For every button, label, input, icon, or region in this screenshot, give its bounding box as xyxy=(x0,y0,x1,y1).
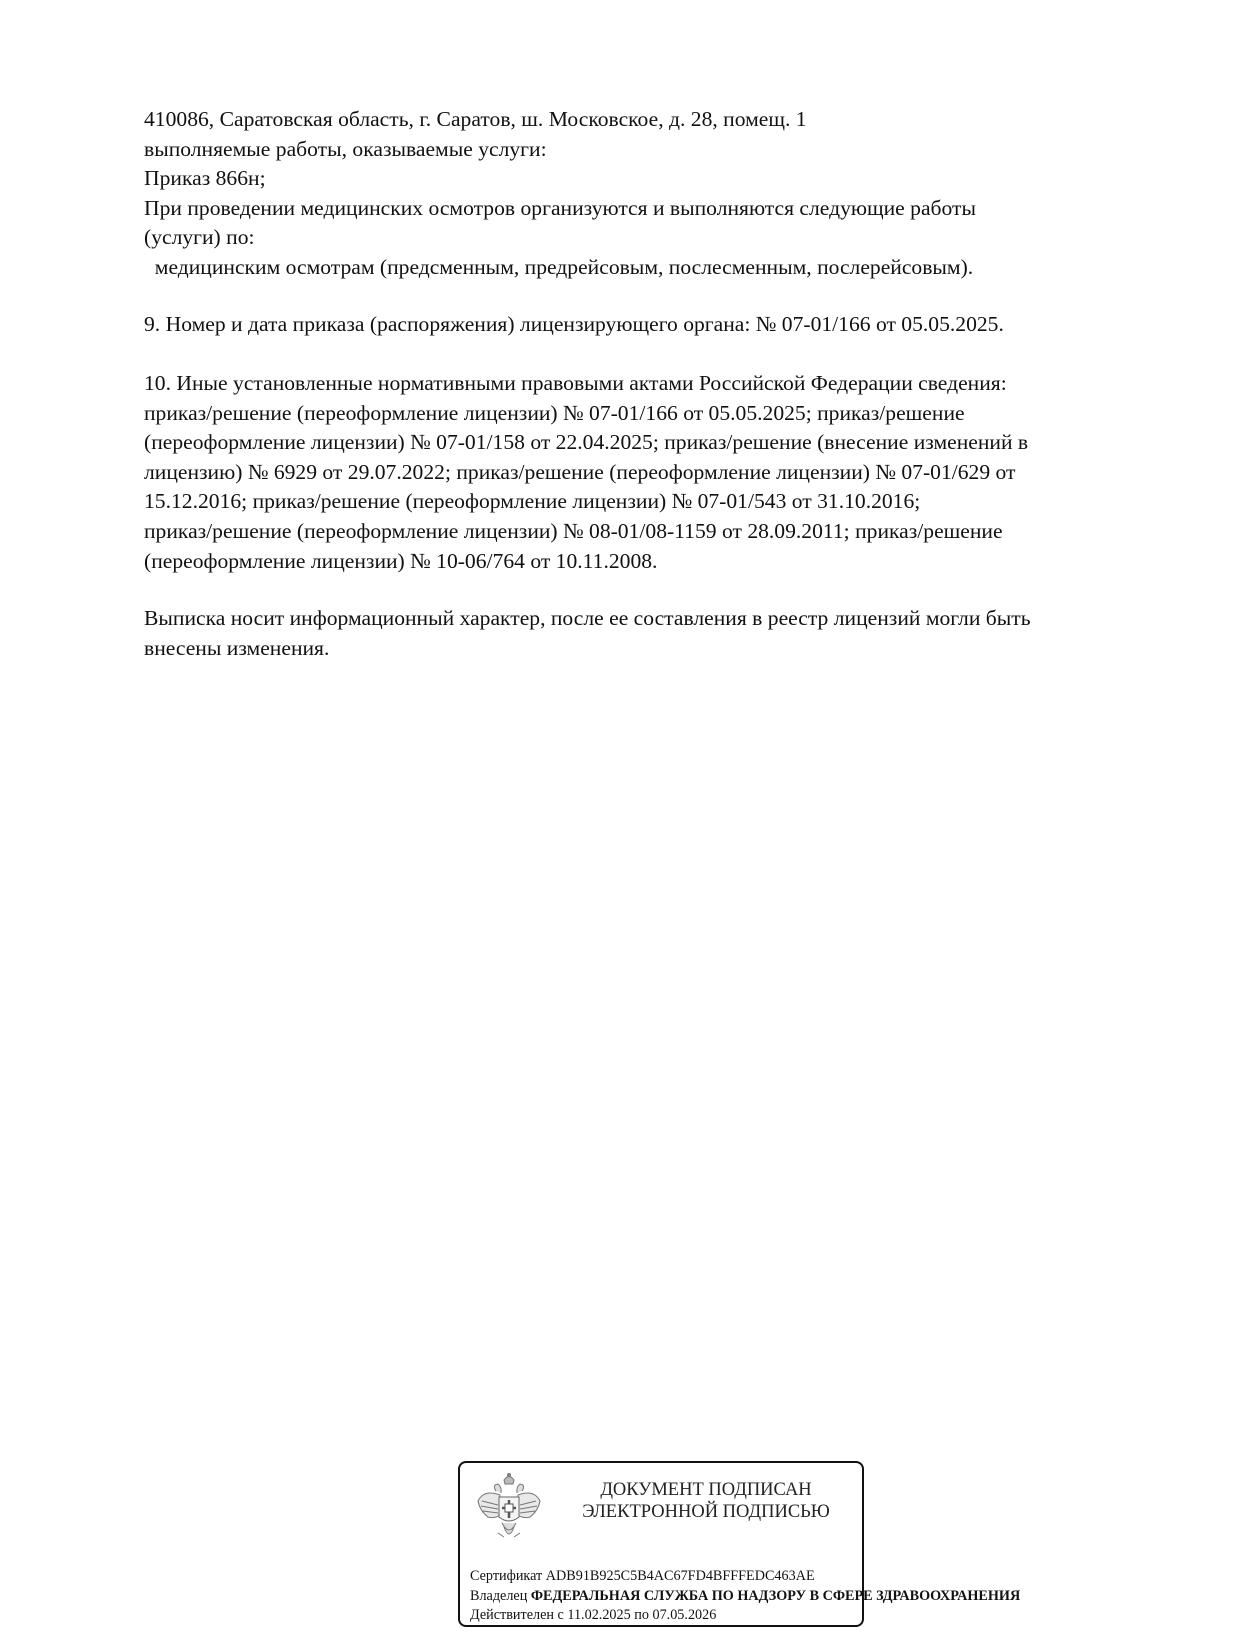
section-10-line: (переоформление лицензии) № 07-01/158 от 22.04.2025; приказ/решение (внесение изменений в xyxy=(144,430,1029,455)
note-line: Выписка носит информационный характер, после ее составления в реестр лицензий могли быть xyxy=(144,606,1031,630)
services-label: выполняемые работы, оказываемые услуги: xyxy=(144,136,547,161)
stamp-title-line-1: ДОКУМЕНТ ПОДПИСАН xyxy=(600,1480,812,1500)
section-10-line: приказ/решение (переоформление лицензии) № 07-01/166 от 05.05.2025; приказ/решение xyxy=(144,400,965,425)
address-line: 410086, Саратовская область, г. Саратов, ш. Московское, д. 28, помещ. 1 xyxy=(144,107,807,131)
section-10-line: лицензию) № 6929 от 29.07.2022; приказ/решение (переоформление лицензии) № 07-01/629 от xyxy=(144,459,1016,484)
services-item: медицинским осмотрам (предсменным, предрейсовым, послесменным, послерейсовым). xyxy=(144,254,974,279)
owner-value: ФЕДЕРАЛЬНАЯ СЛУЖБА ПО НАДЗОРУ В СФЕРЕ ЗДРАВООХРАНЕНИЯ xyxy=(530,1587,1021,1604)
section-10-line: 15.12.2016; приказ/решение (переоформление лицензии) № 07-01/543 от 31.10.2016; xyxy=(144,489,921,514)
section-9-text: 9. Номер и дата приказа (распоряжения) лицензирующего органа: № 07-01/166 от 05.05.2025. xyxy=(144,312,1004,336)
certificate-row xyxy=(470,1567,1020,1587)
order-line: Приказ 866н; xyxy=(144,166,266,191)
disclaimer-note xyxy=(144,604,1031,663)
russian-coat-of-arms-icon xyxy=(474,1471,544,1547)
stamp-title-line-2: ЭЛЕКТРОННОЙ ПОДПИСЬЮ xyxy=(582,1502,830,1522)
certificate-label: Сертификат xyxy=(470,1568,543,1584)
section-10 xyxy=(144,369,1028,576)
validity-row: Действителен с 11.02.2025 по 07.05.2026 xyxy=(470,1607,717,1623)
electronic-signature-stamp xyxy=(458,1461,1021,1627)
section-9 xyxy=(144,310,1004,340)
section-10-line: (переоформление лицензии) № 10-06/764 от 10.11.2008. xyxy=(144,548,658,573)
note-line: внесены изменения. xyxy=(144,635,330,660)
owner-label: Владелец xyxy=(470,1587,528,1604)
section-10-line: приказ/решение (переоформление лицензии) № 08-01/08-1159 от 28.09.2011; приказ/решение xyxy=(144,518,1003,543)
license-details-block xyxy=(144,105,976,283)
section-10-heading: 10. Иные установленные нормативными правовыми актами Российской Федерации сведения: xyxy=(144,371,1007,395)
services-text-line: (услуги) по: xyxy=(144,225,255,250)
stamp-details xyxy=(470,1567,1020,1626)
owner-row xyxy=(470,1587,1020,1607)
stamp-title xyxy=(560,1479,852,1523)
services-text-line: При проведении медицинских осмотров организуются и выполняются следующие работы xyxy=(144,195,976,220)
certificate-value: ADB91B925C5B4AC67FD4BFFFEDC463AE xyxy=(545,1568,815,1584)
